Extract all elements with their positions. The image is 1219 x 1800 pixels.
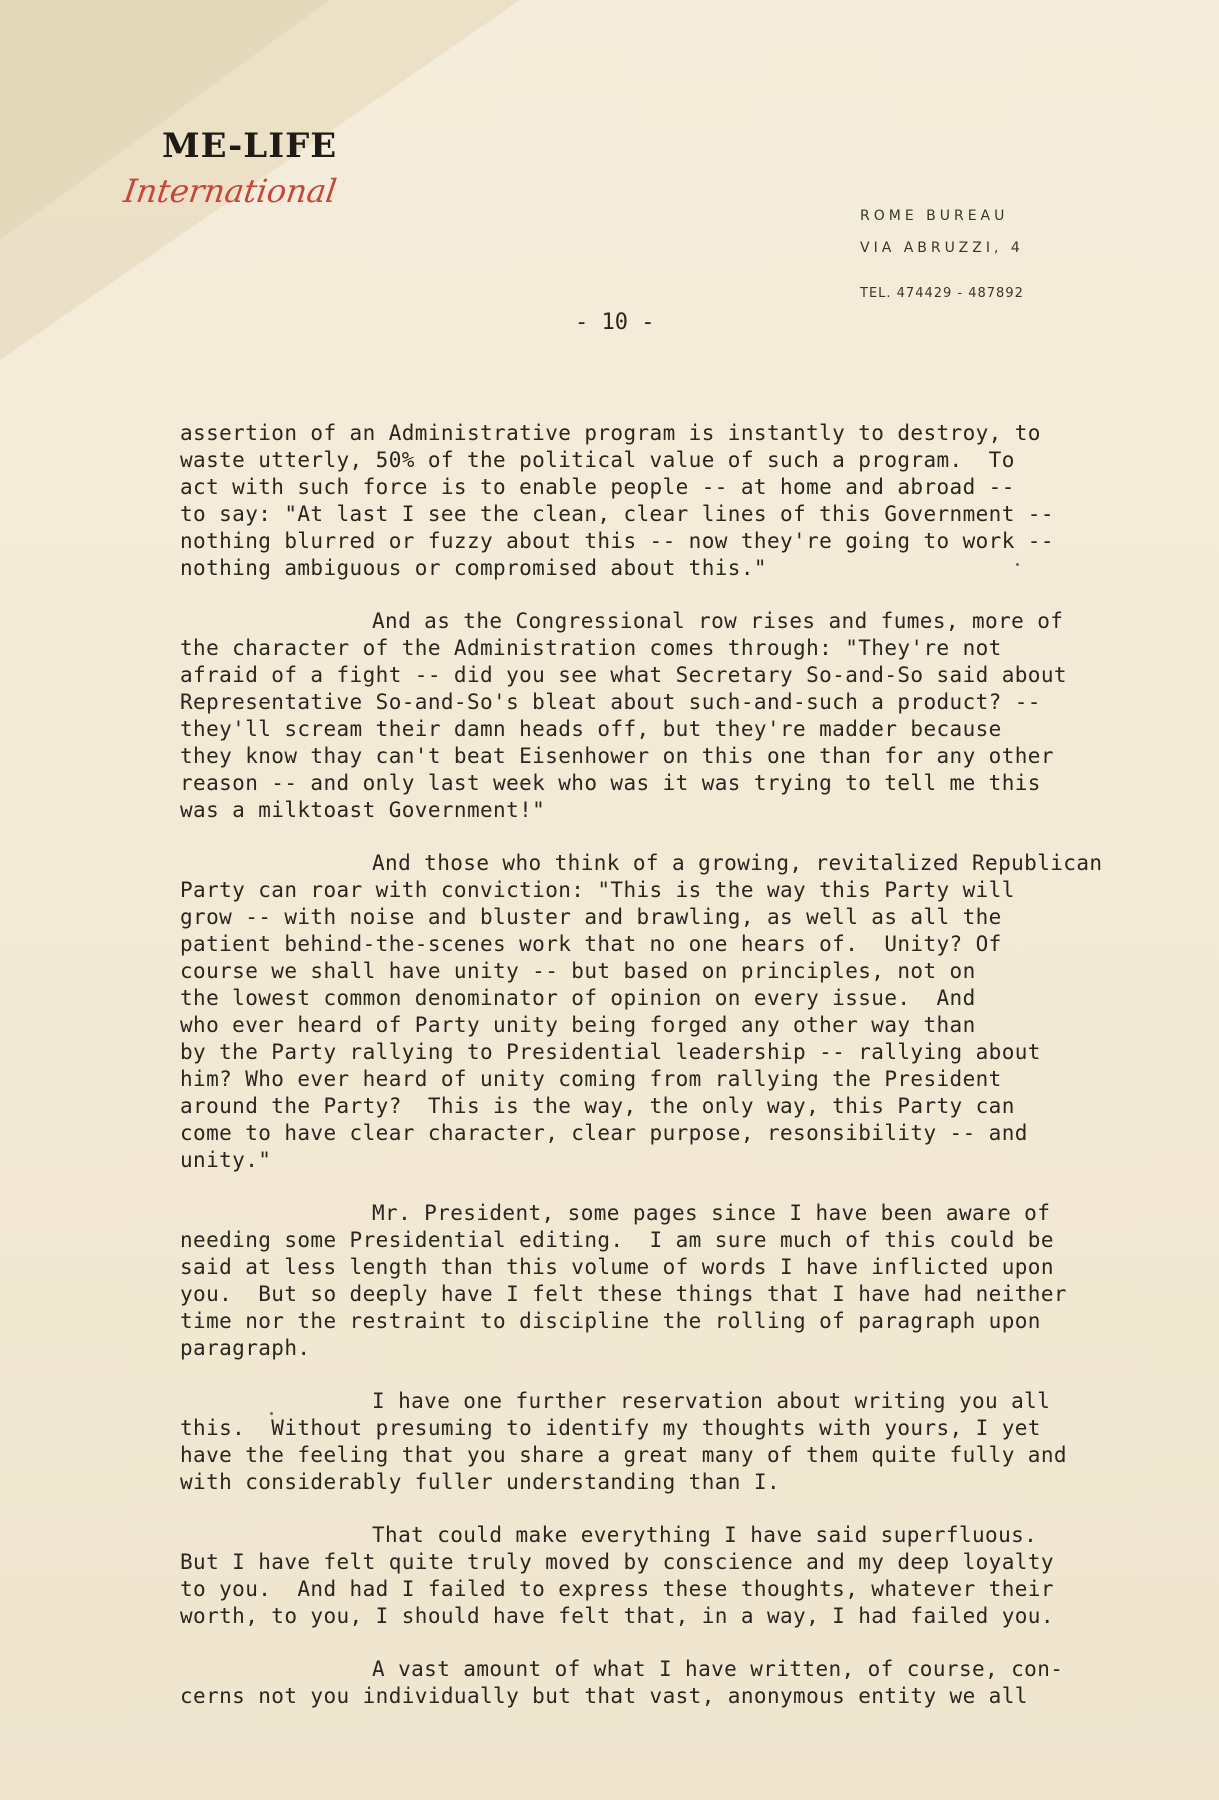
text-line: And as the Congressional row rises and fumes, more of [372,609,1064,633]
text-line: I have one further reservation about writing you all [372,1389,1051,1413]
text-line: time nor the restraint to discipline the rolling of paragraph upon [180,1309,1041,1333]
text-line: by the Party rallying to Presidential leadership -- rallying about [180,1040,1041,1064]
paragraph [180,420,1180,582]
text-line: needing some Presidential editing. I am sure much of this could be [180,1228,1054,1252]
letterhead-brand: ME-LIFE [162,126,338,166]
text-line: with considerably fuller understanding than I. [180,1470,780,1494]
bureau-name: ROME BUREAU [860,208,1009,224]
text-line: cerns not you individually but that vast, anonymous entity we all [180,1684,1028,1708]
text-line: the character of the Administration comes through: "They're not [180,636,1002,660]
text-line: to you. And had I failed to express these thoughts, whatever their [180,1577,1054,1601]
text-line: they know thay can't beat Eisenhower on this one than for any other [180,744,1054,768]
text-line: said at less length than this volume of words I have inflicted upon [180,1255,1054,1279]
text-line: him? Who ever heard of unity coming from rallying the President [180,1067,1002,1091]
text-line: reason -- and only last week who was it was trying to tell me this [180,771,1041,795]
text-line: who ever heard of Party unity being forged any other way than [180,1013,976,1037]
letterhead-subtitle: International [121,172,339,210]
text-line: Party can roar with conviction: "This is the way this Party will [180,878,1015,902]
text-line: to say: "At last I see the clean, clear lines of this Government -- [180,502,1054,526]
bureau-street: VIA ABRUZZI, 4 [860,240,1024,256]
text-line: come to have clear character, clear purpose, resonsibility -- and [180,1121,1028,1145]
text-line: grow -- with noise and bluster and brawling, as well as all the [180,905,1002,929]
text-line: And those who think of a growing, revitalized Republican [372,851,1103,875]
text-line: Mr. President, some pages since I have been aware of [372,1201,1051,1225]
text-line: But I have felt quite truly moved by conscience and my deep loyalty [180,1550,1054,1574]
text-line: A vast amount of what I have written, of course, con- [372,1657,1064,1681]
paragraph [180,608,1180,824]
paragraph [180,850,1180,1174]
text-line: afraid of a fight -- did you see what Secretary So-and-So said about [180,663,1067,687]
text-line: they'll scream their damn heads off, but they're madder because [180,717,1002,741]
ink-speck [270,1412,273,1415]
letter-body [180,420,1180,1736]
text-line: nothing ambiguous or compromised about this." [180,556,767,580]
page-number: - 10 - [575,310,655,335]
text-line: act with such force is to enable people -- at home and abroad -- [180,475,1015,499]
text-line: waste utterly, 50% of the political value of such a program. To [180,448,1015,472]
paragraph [180,1388,1180,1496]
text-line: you. But so deeply have I felt these things that I have had neither [180,1282,1067,1306]
text-line: around the Party? This is the way, the only way, this Party can [180,1094,1015,1118]
ink-speck [1016,563,1019,566]
text-line: have the feeling that you share a great many of them quite fully and [180,1443,1067,1467]
bureau-telephone: TEL. 474429 - 487892 [860,286,1024,301]
text-line: worth, to you, I should have felt that, in a way, I had failed you. [180,1604,1054,1628]
text-line: course we shall have unity -- but based on principles, not on [180,959,976,983]
bureau-address [860,200,1160,310]
text-line: Representative So-and-So's bleat about such-and-such a product? -- [180,690,1041,714]
text-line: That could make everything I have said superfluous. [372,1523,1038,1547]
text-line: unity." [180,1148,272,1172]
paragraph [180,1200,1180,1362]
paragraph [180,1522,1180,1630]
text-line: assertion of an Administrative program is instantly to destroy, to [180,421,1041,445]
text-line: paragraph. [180,1336,311,1360]
text-line: the lowest common denominator of opinion on every issue. And [180,986,976,1010]
text-line: was a milktoast Government!" [180,798,546,822]
paragraph [180,1656,1180,1710]
text-line: nothing blurred or fuzzy about this -- now they're going to work -- [180,529,1054,553]
text-line: patient behind-the-scenes work that no one hears of. Unity? Of [180,932,1002,956]
text-line: this. Without presuming to identify my thoughts with yours, I yet [180,1416,1041,1440]
